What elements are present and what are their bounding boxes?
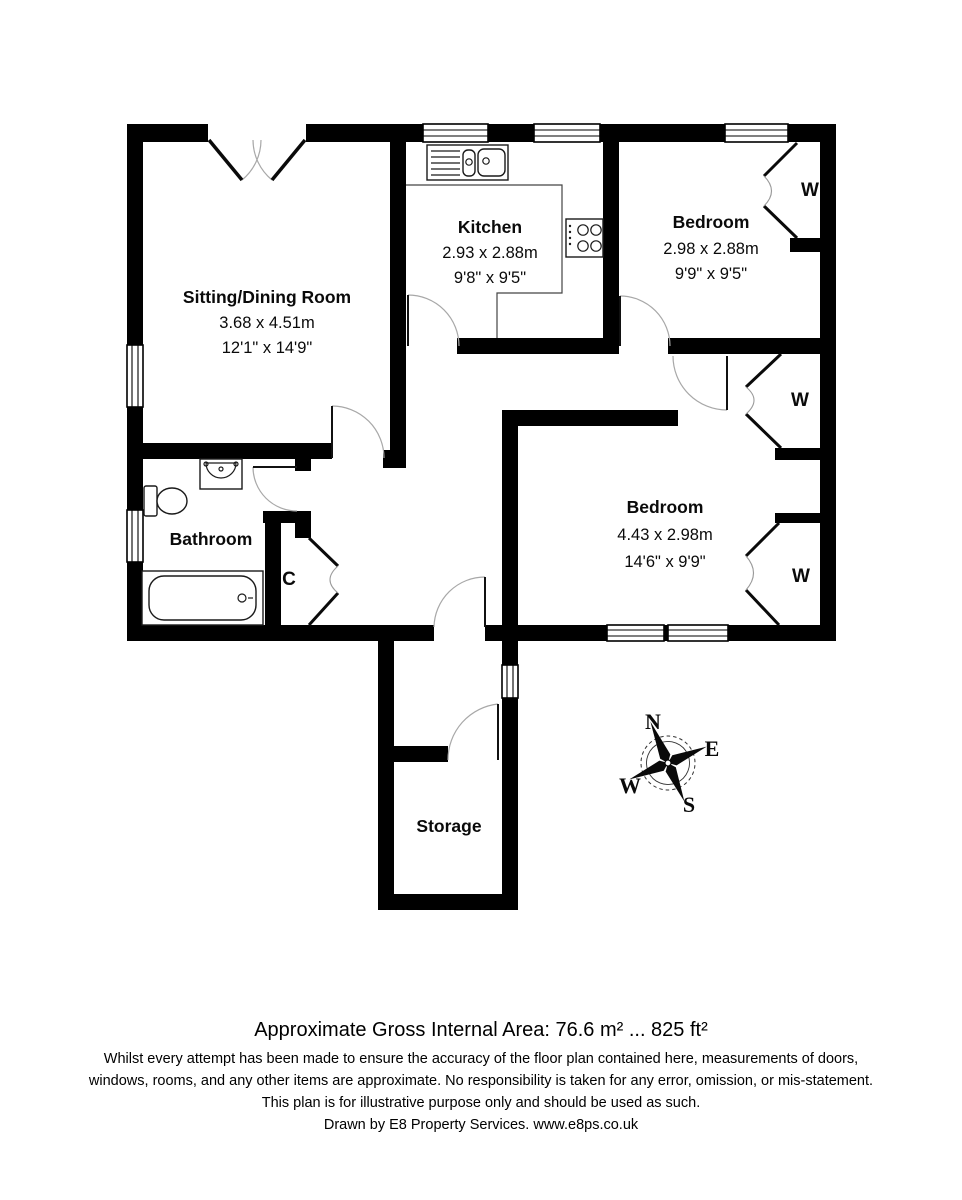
bedroom2-door	[673, 356, 727, 410]
room-label-bathroom: Bathroom	[169, 529, 253, 549]
compass-needle-east	[666, 742, 709, 769]
kitchen-window-left	[423, 124, 488, 142]
wardrobe-label-bedroom2-lower: W	[792, 566, 810, 587]
wardrobe-label-bedroom2-upper: W	[791, 390, 809, 411]
sitting-room-metric: 3.68 x 4.51m	[219, 314, 315, 332]
bedroom2-name: Bedroom	[626, 497, 704, 517]
toilet	[144, 486, 187, 516]
french-doors	[209, 140, 305, 180]
bedroom1-imperial: 9'9" x 9'5"	[674, 265, 748, 283]
room-label-bedroom2	[617, 497, 712, 571]
kitchen-metric: 2.93 x 2.88m	[442, 244, 538, 262]
bathroom-door	[253, 467, 297, 511]
kitchen-imperial: 9'8" x 9'5"	[453, 269, 527, 287]
room-label-sitting	[183, 287, 351, 357]
disclaimer-line-1: Whilst every attempt has been made to ensure the accuracy of the floor plan contained here, measurements of doors,	[103, 1051, 859, 1067]
kitchen-window-right	[534, 124, 600, 142]
cupboard-doors	[309, 538, 338, 625]
kitchen-name: Kitchen	[457, 217, 523, 237]
hob	[566, 219, 603, 257]
compass-west-label: W	[619, 773, 641, 798]
bedroom1-name: Bedroom	[672, 212, 750, 232]
kitchen-sink	[427, 145, 508, 180]
bathtub	[142, 571, 263, 625]
kitchen-fixtures	[406, 145, 603, 338]
bedroom1-door	[620, 296, 670, 346]
disclaimer-line-3: This plan is for illustrative purpose only and should be used as such.	[261, 1095, 701, 1111]
front-door	[434, 577, 485, 627]
bedroom1-metric: 2.98 x 2.88m	[663, 240, 759, 258]
sitting-room-window	[127, 345, 143, 407]
sitting-room-imperial: 12'1" x 14'9"	[221, 339, 313, 357]
vestibule-window	[502, 665, 518, 698]
storage-door	[448, 704, 498, 760]
compass-south-label: S	[682, 792, 696, 817]
bathroom-sink	[200, 459, 242, 489]
compass-rose	[612, 705, 723, 818]
bedroom2-upper-wardrobe-doors	[746, 354, 781, 448]
bedroom1-window	[725, 124, 788, 142]
credit-line: Drawn by E8 Property Services. www.e8ps.co.uk	[323, 1117, 639, 1133]
cupboard-label: C	[282, 569, 296, 590]
sitting-room-door	[332, 406, 384, 458]
wardrobe-label-bedroom1: W	[801, 180, 819, 201]
bedroom2-window-right	[668, 625, 728, 641]
room-label-storage: Storage	[416, 816, 482, 836]
gross-internal-area: Approximate Gross Internal Area: 76.6 m² ... 825 ft²	[254, 1019, 708, 1041]
sitting-room-name: Sitting/Dining Room	[182, 287, 352, 307]
bedroom2-imperial: 14'6" x 9'9"	[624, 553, 706, 571]
bathroom-window	[127, 510, 143, 562]
compass-north-label: N	[645, 709, 661, 734]
footer	[88, 1019, 873, 1133]
bedroom2-metric: 4.43 x 2.98m	[617, 526, 713, 544]
compass-east-label: E	[704, 736, 720, 761]
kitchen-door	[408, 295, 459, 346]
room-label-kitchen	[442, 217, 537, 287]
bedroom2-window-left	[607, 625, 664, 641]
bedroom1-wardrobe-doors	[764, 143, 797, 238]
bedroom2-lower-wardrobe-doors	[746, 523, 779, 625]
disclaimer-line-2: windows, rooms, and any other items are approximate. No responsibility is taken for any error, omission, or mis-statement.	[88, 1073, 874, 1089]
room-label-bedroom1	[663, 212, 758, 283]
